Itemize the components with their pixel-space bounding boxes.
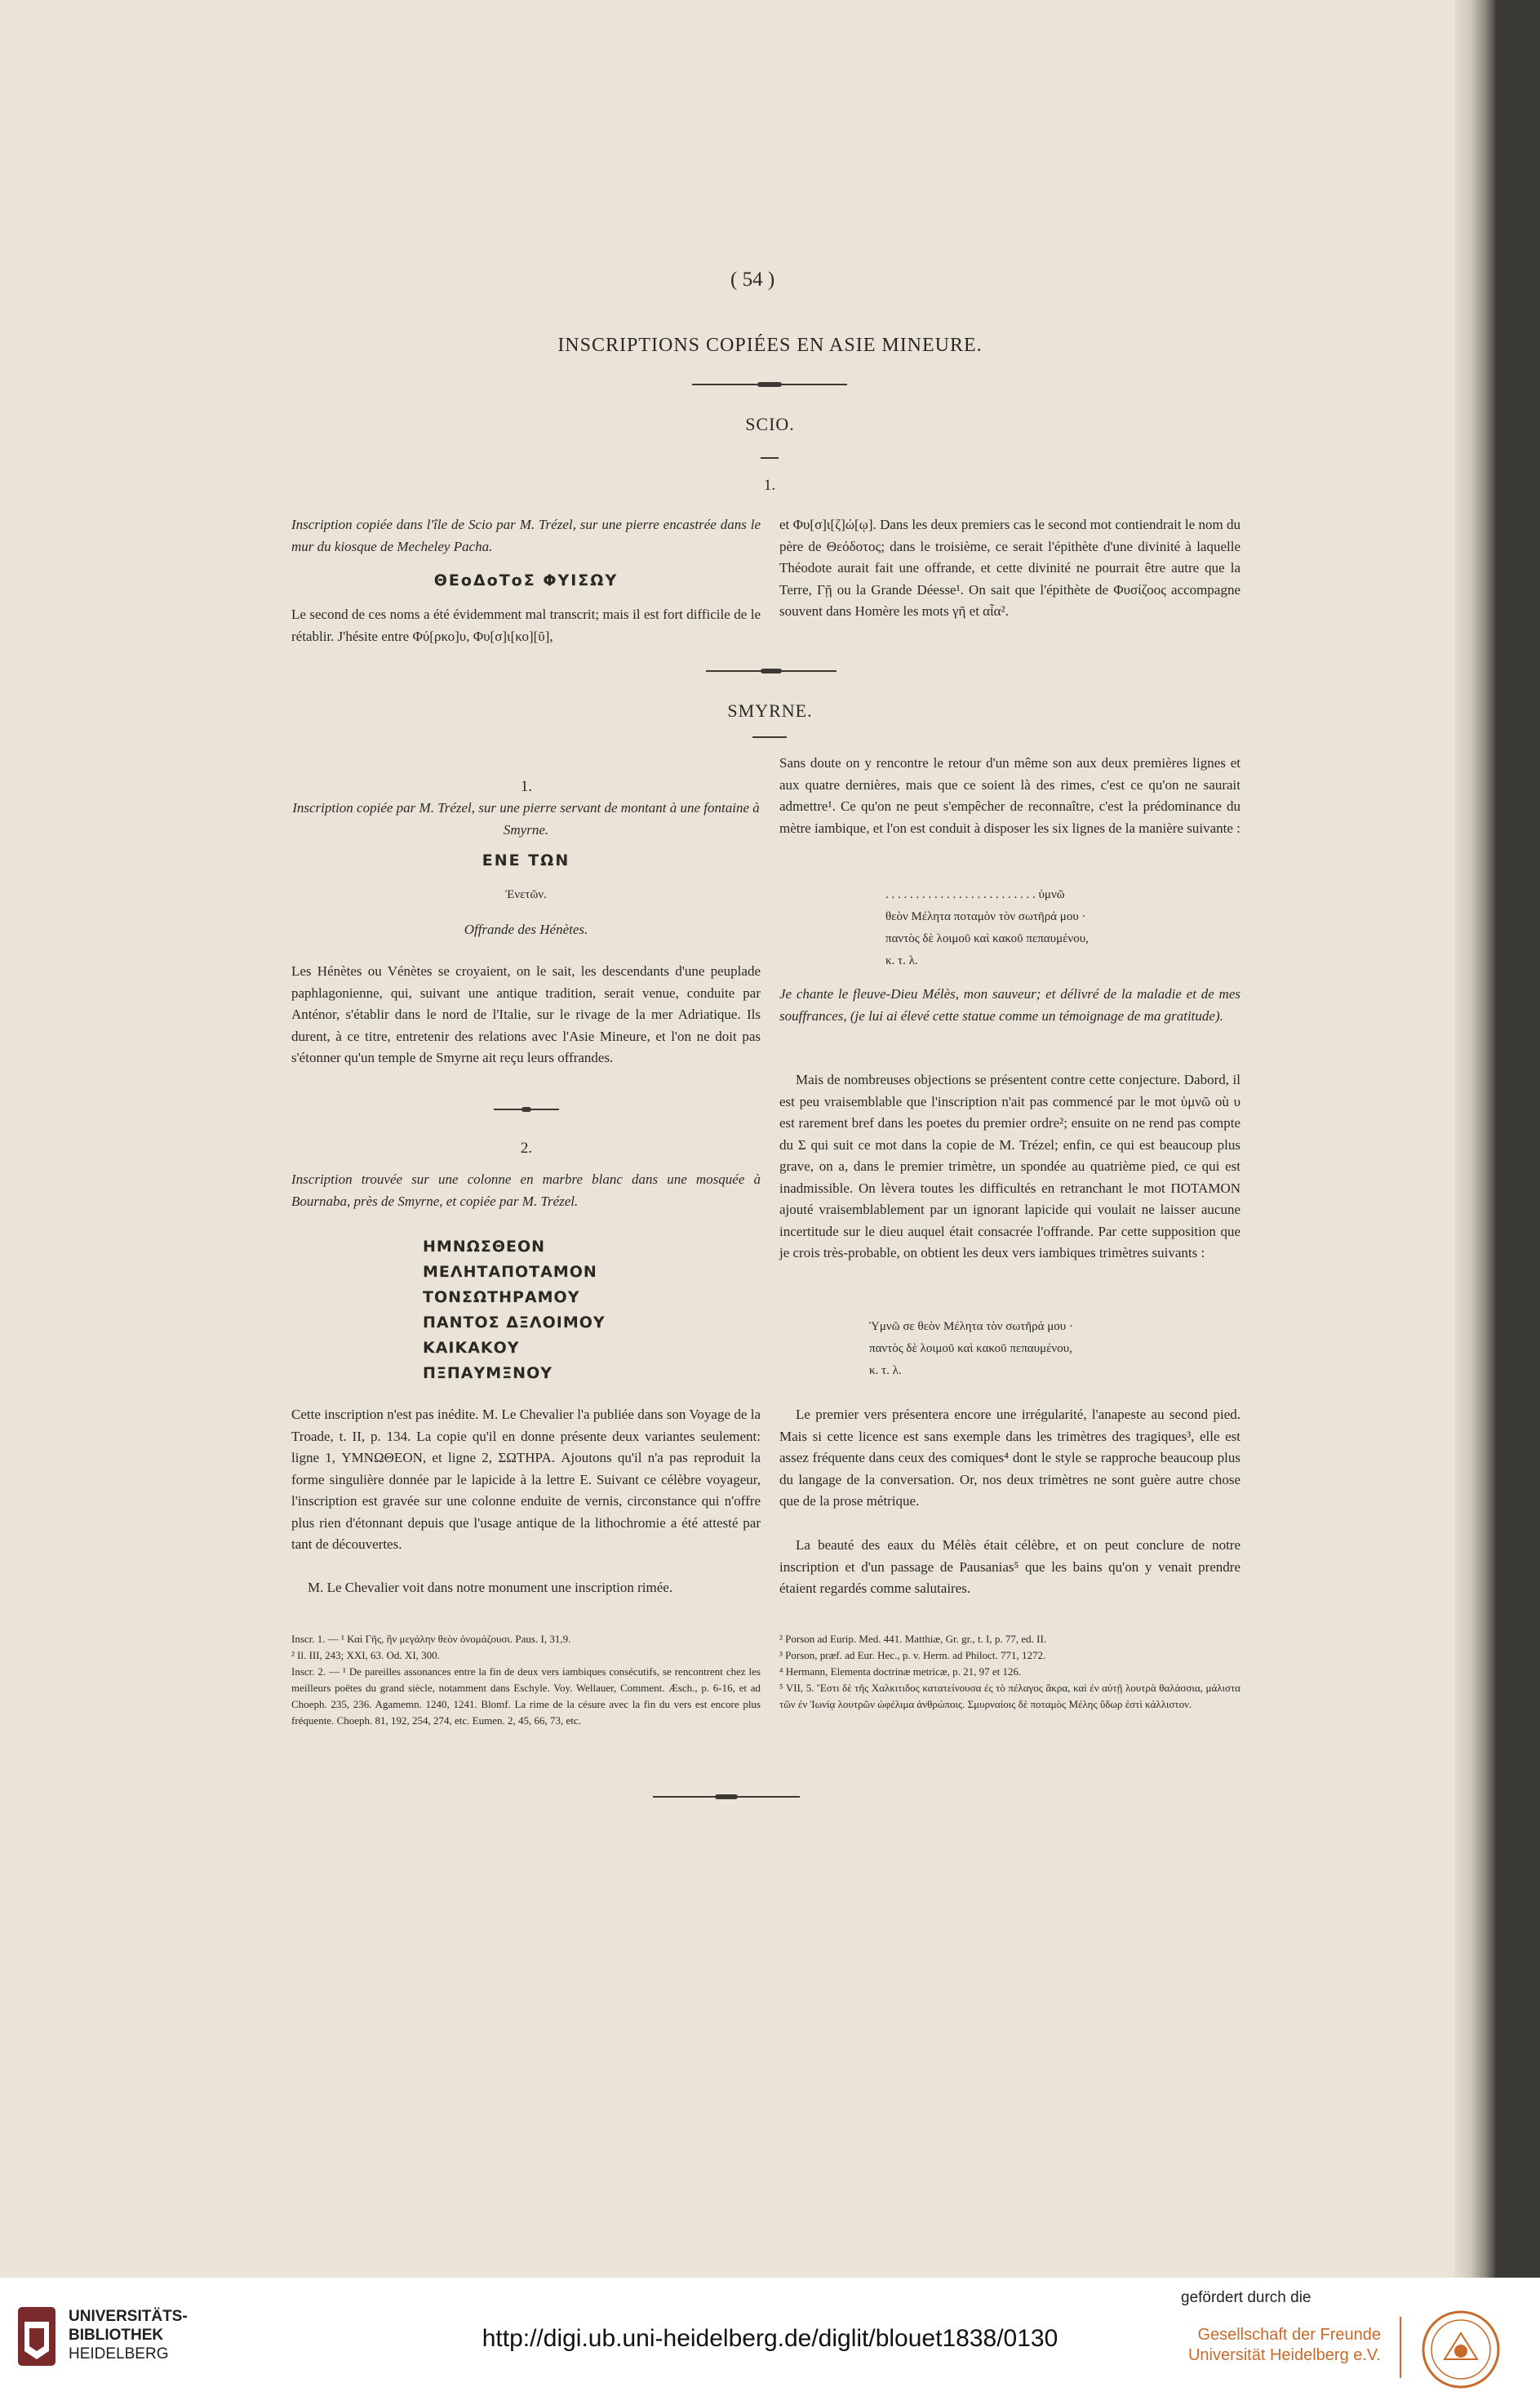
inscription-line: ΜΕΛΗΤΑΠΟΤΑΜΟΝ (423, 1263, 597, 1281)
footnote: ² Porson ad Eurip. Med. 441. Matthiæ, Gr. gr., t. I, p. 77, ed. II. (779, 1633, 1047, 1645)
smyrne-right-translation: Je chante le fleuve-Dieu Mélès, mon sauveur; et délivré de la maladie et de mes souffrances, (je lui ai élevé cette statue comme un témoignage de ma gratitude). (779, 986, 1240, 1024)
smyrne-2-inscription (423, 1234, 606, 1386)
smyrne-1-text: Les Hénètes ou Vénètes se croyaient, on le sait, les descendants d'une peuplade paphlagonienne, qui, suivant une antique tradition, serait venue, conduite par Anténor, s'établir dans le nord de l'Italie, sur le rivage de la mer Adriatique. Ils durent, à ce titre, entretenir des relations avec l'Asie Mineure, et l'on ne doit pas s'étonner qu'un temple de Smyrne ait reçu leurs offrandes. (291, 963, 761, 1065)
sponsor-line: Universität Heidelberg e.V. (1187, 2346, 1381, 2364)
smyrne-1-inscription: ΕΝΕ ΤΩΝ (482, 851, 570, 869)
smyrne-2-text-1: Cette inscription n'est pas inédite. M. Le Chevalier l'a publiée dans son Voyage de la Troade, t. II, p. 134. La copie qu'il en donne présente deux variantes seulement: ligne 1, ΥΜΝΩΘΕΟΝ, et ligne 2, ΣΩΤΗΡΑ. Ajoutons qu'il n'a pas reproduit la forme singulière donnée par le lapicide à la lettre Ε. Suivant ce célèbre voyageur, l'inscription est gravée sur une colonne enduite de vernis, circonstance qui n'offre plus rien d'étonnant depuis que l'usage antique de la lithochromie a été attesté par tant de découvertes. (291, 1407, 761, 1552)
inscription-line: ΠΑΝΤΟΣ ΔΞΛΟΙΜΟΥ (423, 1314, 606, 1331)
smyrne-2-caption: Inscription trouvée sur une colonne en marbre blanc dans une mosquée à Bournaba, près de Smyrne, et copiée par M. Trézel. (291, 1171, 761, 1209)
footnote: Inscr. 2. — ¹ De pareilles assonances entre la fin de deux vers iambiques consécutifs, se rencontrent chez les meilleurs poëtes du grand siècle, notamment dans Eschyle. Voy. Wellauer, Comment. Æsch., p. 6-16, et ad Choeph. 235, 236. Agamemn. 1240, 1241. Blomf. La rime de la césure avec la fin du vers est encore plus fréquente. Choeph. 81, 192, 254, 274, etc. Eumen. 2, 45, 66, 73, etc. (291, 1665, 761, 1727)
footer-bar (0, 2278, 1540, 2396)
verse-line: κ. τ. λ. (869, 1364, 902, 1377)
permalink-url[interactable]: http://digi.ub.uni-heidelberg.de/diglit/blouet1838/0130 (482, 2325, 1058, 2352)
scio-caption: Inscription copiée dans l'île de Scio par M. Trézel, sur une pierre encastrée dans le mur du kiosque de Mecheley Pacha. (291, 517, 761, 554)
section-smyrne-heading: SMYRNE. (727, 700, 813, 721)
smyrne-1-ornament (494, 1107, 559, 1112)
inscription-line: ΤΟΝΣΩΤΗΡΑΜΟΥ (423, 1288, 580, 1306)
footnote: ³ Porson, præf. ad Eur. Hec., p. v. Herm. ad Philoct. 771, 1272. (779, 1649, 1046, 1661)
smyrne-1-translation: Offrande des Hénètes. (464, 922, 588, 937)
section-scio-heading: SCIO. (745, 414, 795, 434)
smyrne-1-numeral: 1. (520, 778, 533, 795)
scio-right-text: et Φυ[σ]ι[ζ]ώ[ῳ]. Dans les deux premiers cas le second mot contiendrait le nom du père de Θεόδοτος; dans le troisième, ce serait l'épithète d'une divinité à laquelle Théodote aurait fait une offrande, et cette divinité ne pourrait être autre que la Terre, Γῇ ou la Grande Déesse¹. On sait que l'épithète de Φυσίζοος accompagne souvent dans Homère les mots γῆ et αἶα². (779, 517, 1240, 619)
smyrne-verse-1 (885, 884, 1089, 972)
scio-numeral: 1. (763, 477, 776, 494)
sponsor-label: gefördert durch die (1181, 2289, 1311, 2306)
footnote: ² Il. III, 243; XXI, 63. Od. XI, 300. (291, 1649, 440, 1661)
verse-line: θεὸν Μέλητα ποταμὸν τὸν σωτῆρά μου · (885, 910, 1086, 923)
verse-line: . . . . . . . . . . . . . . . . . . . . . . . . . ὑμνῶ (885, 888, 1065, 901)
inscription-line: ΗΜΝΩΣΘΕΟΝ (423, 1238, 546, 1256)
verse-line: Ὑμνῶ σε θεὸν Μέλητα τὸν σωτῆρά μου · (869, 1320, 1073, 1333)
scio-rule (761, 457, 779, 459)
scan-gutter (1495, 0, 1540, 2278)
footnote: ⁵ VII, 5. Ἔστι δὲ τῆς Χαλκιτιδος κατατείνουσα ἐς τὸ πέλαγος ἄκρα, καὶ ἐν αὐτῇ λουτρὰ θαλάσσια, μάλιστα τῶν ἐν Ἰωνίᾳ λουτρῶν ὠφέλιμα ἀνθρώποις. Σμυρναίοις δὲ ποταμὸς Μέλης ὕδωρ ἐστὶ κάλλιστον. (779, 1682, 1240, 1710)
scio-inscription: ΘΕοΔοΤοΣ ΦΥΙΣΩΥ (433, 571, 619, 589)
footnote: ⁴ Hermann, Elementa doctrinæ metricæ, p. 21, 97 et 126. (779, 1665, 1022, 1678)
page-title: INSCRIPTIONS COPIÉES EN ASIE MINEURE. (557, 335, 983, 356)
institution-line: UNIVERSITÄTS- (69, 2308, 188, 2325)
footnotes-right (779, 1631, 1240, 1713)
verse-line: κ. τ. λ. (885, 954, 918, 967)
sponsor-name (1181, 2325, 1381, 2366)
page-number: ( 54 ) (730, 269, 775, 291)
footnotes-left (291, 1631, 761, 1729)
smyrne-right-p1: Sans doute on y rencontre le retour d'un même son aux deux premières lignes et aux quatre dernières, mais que ce soient là des rimes, c'est ce qu'on ne saurait admettre¹. Ce qu'on ne peut s'empêcher de reconnaître, c'est la prédominance du mètre iambique, et l'on est conduit à disposer les six lignes de la manière suivante : (779, 755, 1240, 836)
smyrne-verse-2 (869, 1316, 1073, 1382)
verse-line: παντὸς δὲ λοιμοῦ καὶ κακοῦ πεπαυμένου, (885, 932, 1089, 945)
end-ornament (653, 1794, 800, 1799)
institution-line: HEIDELBERG (69, 2345, 169, 2363)
sponsor-line: Gesellschaft der Freunde (1197, 2326, 1381, 2344)
title-ornament (692, 382, 847, 387)
page-binding-shadow (1454, 0, 1495, 2278)
scio-left-text: Le second de ces noms a été évidemment mal transcrit; mais il est fort difficile de le rétablir. J'hésite entre Φύ[ρκο]υ, Φυ[σ]ι[κο][ῦ], (291, 607, 761, 644)
smyrne-1-transcription: Ἐνετῶν. (505, 888, 547, 901)
sponsor-divider (1400, 2317, 1401, 2378)
smyrne-right-p4: La beauté des eaux du Mélès était célèbre, et on peut conclure de notre inscription et d'un passage de Pausanias⁵ que les bains qu'on y venait prendre étaient regardés comme salutaires. (779, 1537, 1240, 1596)
scio-ornament (706, 669, 837, 673)
inscription-line: ΚΑΙΚΑΚΟΥ (423, 1339, 520, 1357)
smyrne-right-p2: Mais de nombreuses objections se présentent contre cette conjecture. Dabord, il est peu vraisemblable que l'inscription n'ait pas commencé par le mot ὑμνῶ où υ est rarement bref dans les poetes du premier ordre²; ensuite on ne rend pas compte du Σ qui suit ce mot dans la copie de M. Trézel; enfin, ce qui est beaucoup plus grave, on a, dans le premier trimètre, un spondée au quatrième pied, ce qui est inadmissible. On lèvera toutes les difficultés en retranchant le mot ΠΟΤΑΜΟΝ ajouté vraisemblablement par un ignorant lapicide qui voulait ne laisser aucune incertitude sur le dieu auquel était consacrée l'offrande. Par cette supposition que je crois très-probable, on obtient les deux vers iambiques trimètres suivants : (779, 1072, 1240, 1260)
smyrne-1-caption: Inscription copiée par M. Trézel, sur une pierre servant de montant à une fontaine à Smyrne. (292, 800, 760, 838)
verse-line: παντὸς δὲ λοιμοῦ καὶ κακοῦ πεπαυμένου, (869, 1342, 1072, 1355)
institution-line: BIBLIOTHEK (69, 2327, 164, 2344)
smyrne-2-text-2: M. Le Chevalier voit dans notre monument une inscription rimée. (308, 1580, 673, 1595)
footnote: Inscr. 1. — ¹ Καὶ Γῆς, ἣν μεγάλην θεὸν ὀνομάζουσι. Paus. I, 31,9. (291, 1633, 571, 1645)
smyrne-rule (752, 736, 787, 738)
smyrne-right-p3: Le premier vers présentera encore une irrégularité, l'anapeste au second pied. Mais si cette licence est sans exemple dans les trimètres des tragiques³, elle est assez fréquente dans ceux des comiques⁴ dont le style se rapproche beaucoup plus du langage de la conversation. Or, nos deux trimètres ne sont guère autre chose que de la prose métrique. (779, 1407, 1240, 1509)
inscription-line: ΠΞΠΑΥΜΞΝΟΥ (423, 1364, 553, 1382)
smyrne-2-numeral: 2. (520, 1140, 533, 1157)
university-seal-icon (1420, 2309, 1502, 2390)
